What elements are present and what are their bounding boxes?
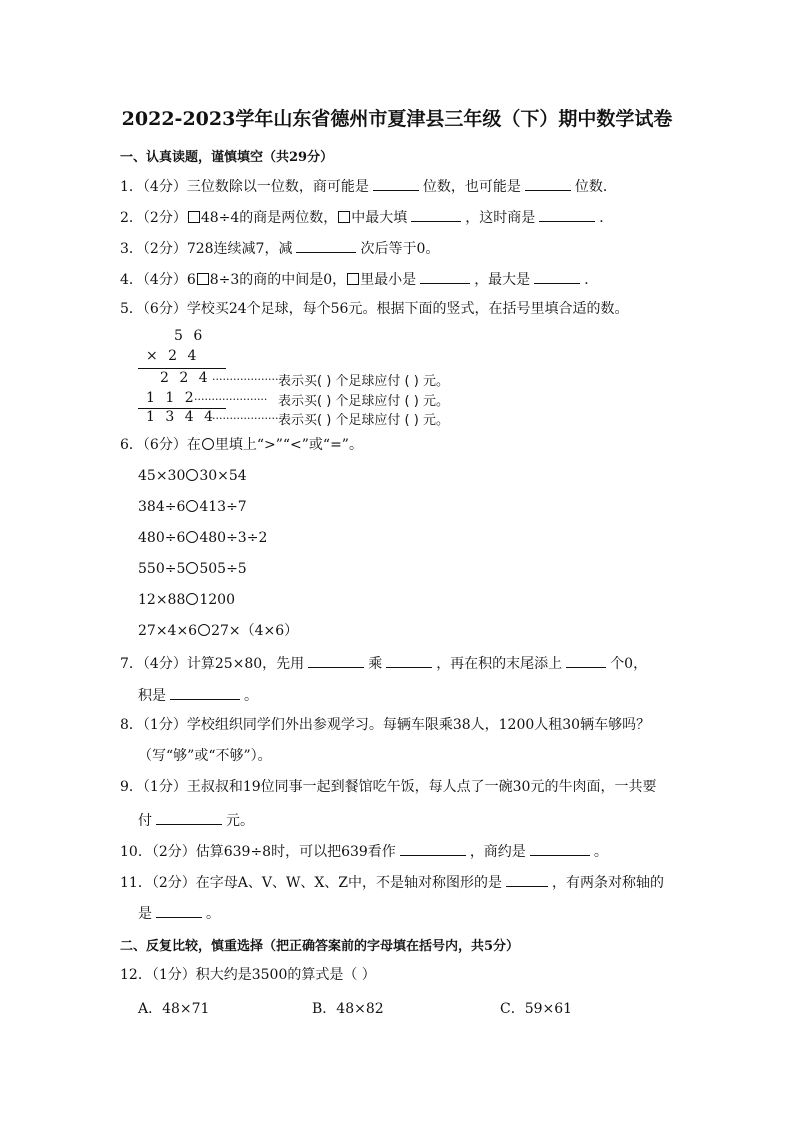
- compare-item: 27×4×6 27×（4×6）: [138, 623, 299, 639]
- section-heading-1: 一、认真读题，谨慎填空（共29分）: [120, 150, 334, 165]
- compare-circle[interactable]: [186, 500, 198, 512]
- answer-blank[interactable]: [170, 685, 240, 700]
- compare-item: 45×30 30×54: [138, 468, 247, 484]
- compare-circle[interactable]: [186, 469, 198, 481]
- answer-blank[interactable]: [296, 238, 356, 253]
- compare-item: 480÷6 480÷3÷2: [138, 530, 268, 546]
- answer-blank[interactable]: [373, 176, 419, 191]
- answer-blank[interactable]: [530, 841, 590, 856]
- answer-blank[interactable]: [308, 653, 364, 668]
- box-symbol-icon: [197, 273, 209, 285]
- calc-row-multiplier: × 2 4: [146, 348, 200, 364]
- compare-circle[interactable]: [186, 593, 198, 605]
- compare-circle[interactable]: [198, 624, 210, 636]
- answer-blank[interactable]: [386, 653, 432, 668]
- question-11: 11．（2分）在字母A、V、W、X、Z中，不是轴对称图形的是 ，有两条对称轴的: [120, 872, 664, 892]
- answer-blank[interactable]: [506, 872, 548, 887]
- calc-row-partial-2: 1 1 2: [146, 390, 197, 406]
- question-5: 5．（6分）学校买24个足球，每个56元。根据下面的竖式，在括号里填合适的数。: [120, 301, 629, 317]
- compare-item: 384÷6 413÷7: [138, 499, 247, 515]
- box-symbol-icon: [188, 211, 200, 223]
- option-c[interactable]: C．59×61: [500, 1001, 573, 1017]
- calc-row-multiplicand: 5 6: [174, 328, 206, 344]
- leader-dots: ·····················: [194, 393, 268, 406]
- calc-explain-3: 表示买( ) 个足球应付 ( ) 元。: [278, 413, 449, 428]
- question-4: 4．（4分）6 8÷3的商的中间是0， 里最小是 ，最大是 ．: [120, 269, 598, 289]
- compare-item: 550÷5 505÷5: [138, 561, 247, 577]
- answer-blank[interactable]: [534, 269, 580, 284]
- option-b[interactable]: B．48×82: [312, 1001, 384, 1017]
- question-1: 1．（4分）三位数除以一位数，商可能是 位数，也可能是 位数．: [120, 176, 617, 196]
- circle-symbol-icon: [202, 438, 214, 450]
- leader-dots: ·····················: [212, 412, 286, 425]
- question-9-cont: 付 元。: [138, 810, 254, 830]
- question-9: 9．（1分）王叔叔和19位同事一起到餐馆吃午饭，每人点了一碗30元的牛肉面，一共要: [120, 779, 657, 795]
- question-11-cont: 是 。: [138, 903, 220, 923]
- question-8: 8．（1分）学校组织同学们外出参观学习。每辆车限乘38人，1200人租30辆车够吗？: [120, 717, 651, 733]
- box-symbol-icon: [347, 273, 359, 285]
- answer-blank[interactable]: [566, 653, 606, 668]
- question-6: 6．（6分）在 里填上“>”“<”或“=”。: [120, 437, 363, 453]
- question-8-cont: （写“够”或“不够”）。: [138, 748, 272, 764]
- section-heading-2: 二、反复比较，慎重选择（把正确答案前的字母填在括号内，共5分）: [120, 939, 520, 954]
- question-7-cont: 积是 。: [138, 685, 258, 705]
- compare-circle[interactable]: [186, 562, 198, 574]
- calc-explain-2: 表示买( ) 个足球应付 ( ) 元。: [278, 394, 449, 409]
- question-10: 10．（2分）估算639÷8时，可以把639看作 ，商约是 。: [120, 841, 608, 861]
- answer-blank[interactable]: [525, 176, 571, 191]
- question-2: 2．（2分） 48÷4的商是两位数， 中最大填 ，这时商是 ．: [120, 207, 613, 227]
- vertical-multiplication: [136, 328, 526, 428]
- answer-blank[interactable]: [539, 207, 595, 222]
- calc-row-product: 1 3 4 4: [146, 409, 216, 425]
- box-symbol-icon: [338, 211, 350, 223]
- calc-rule: [138, 368, 226, 369]
- question-12: 12．（1分）积大约是3500的算式是（ ）: [120, 967, 376, 983]
- answer-blank[interactable]: [156, 810, 222, 825]
- calc-row-partial-1: 2 2 4: [160, 370, 211, 386]
- compare-item: 12×88 1200: [138, 592, 235, 608]
- answer-blank[interactable]: [411, 207, 461, 222]
- question-7: 7．（4分）计算25×80，先用 乘 ，再在积的末尾添上 个0，: [120, 653, 647, 673]
- compare-circle[interactable]: [186, 531, 198, 543]
- answer-blank[interactable]: [156, 903, 202, 918]
- answer-blank[interactable]: [420, 269, 470, 284]
- answer-blank[interactable]: [400, 841, 466, 856]
- page-title: 2022-2023学年山东省德州市夏津县三年级（下）期中数学试卷: [121, 108, 673, 130]
- leader-dots: ·····················: [212, 373, 286, 386]
- calc-explain-1: 表示买( ) 个足球应付 ( ) 元。: [278, 374, 449, 389]
- option-a[interactable]: A．48×71: [138, 1001, 210, 1017]
- question-3: 3．（2分）728连续减7，减 次后等于0。: [120, 238, 439, 258]
